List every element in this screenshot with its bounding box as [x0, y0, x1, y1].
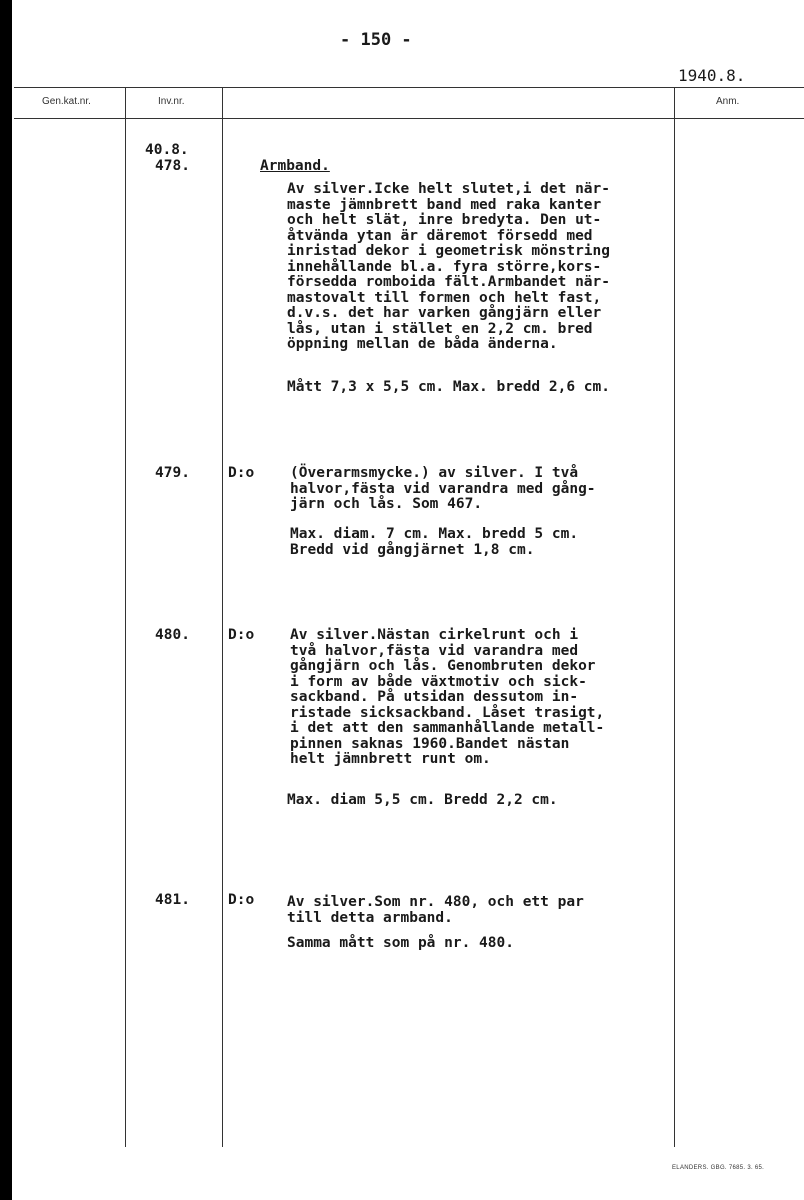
entry-479-ditto: D:o	[228, 465, 255, 481]
entry-480-ditto: D:o	[228, 627, 255, 643]
entry-478-title: Armband.	[260, 158, 330, 174]
description-line: i form av både växtmotiv och sick-	[290, 673, 587, 690]
entry-480-measurements	[287, 793, 558, 809]
page-number: - 150 -	[340, 30, 412, 50]
description-line: d.v.s. det har varken gångjärn eller	[287, 305, 602, 321]
measurement-line: Mått 7,3 x 5,5 cm. Max. bredd 2,6 cm.	[287, 379, 611, 395]
description-line: pinnen saknas 1960.Bandet nästan	[290, 735, 570, 752]
column-divider-text-anm	[674, 87, 675, 1147]
description-line: Av silver.Nästan cirkelrunt och i	[290, 627, 579, 643]
measurement-line: Samma mått som på nr. 480.	[287, 935, 514, 951]
description-line: ristade sicksackband. Låset trasigt,	[290, 704, 605, 721]
entry-479-inv-nr: 479.	[155, 465, 190, 481]
description-line: och helt slät, inre bredyta. Den ut-	[287, 212, 602, 228]
column-divider-inv-text	[222, 87, 223, 1147]
description-line: sackband. På utsidan dessutom in-	[290, 689, 579, 705]
column-header-gen-kat-nr: Gen.kat.nr.	[42, 96, 91, 107]
description-line: järn och lås. Som 467.	[290, 496, 483, 512]
description-line: lås, utan i stället en 2,2 cm. bred	[287, 320, 593, 337]
entry-480-inv-nr: 480.	[155, 627, 190, 643]
header-top-rule	[14, 87, 804, 88]
entry-481-description	[287, 895, 584, 926]
measurement-line: Bredd vid gångjärnet 1,8 cm.	[290, 541, 535, 558]
entry-478-description	[287, 182, 610, 353]
description-line: (Överarmsmycke.) av silver. I två	[290, 465, 579, 481]
description-line: halvor,fästa vid varandra med gång-	[290, 480, 596, 497]
binding-edge	[0, 0, 12, 1200]
description-line: helt jämnbrett runt om.	[290, 751, 491, 767]
description-line: inristad dekor i geometrisk mönstring	[287, 243, 611, 259]
description-line: öppning mellan de båda änderna.	[287, 336, 558, 352]
column-header-inv-nr: Inv.nr.	[158, 96, 185, 107]
header-bottom-rule	[14, 118, 804, 119]
year-label: 1940.8.	[678, 66, 746, 85]
entry-480-description	[290, 628, 604, 768]
measurement-line: Max. diam 5,5 cm. Bredd 2,2 cm.	[287, 792, 558, 808]
entry-481-measurements	[287, 936, 514, 952]
description-line: åtvända ytan är däremot försedd med	[287, 227, 593, 244]
description-line: Av silver.Som nr. 480, och ett par	[287, 894, 584, 910]
description-line: två halvor,fästa vid varandra med	[290, 642, 579, 659]
description-line: försedda romboida fält.Armbandet när-	[287, 274, 611, 290]
column-divider-gen-inv	[125, 87, 126, 1147]
entry-481-ditto: D:o	[228, 892, 255, 908]
entry-478-inv-nr: 478.	[155, 158, 190, 174]
entry-478-measurements	[287, 380, 610, 396]
entry-478-inv-prefix: 40.8.	[145, 142, 189, 158]
entry-479-measurements	[290, 527, 578, 558]
entry-481-inv-nr: 481.	[155, 892, 190, 908]
description-line: gångjärn och lås. Genombruten dekor	[290, 658, 596, 674]
description-line: i det att den sammanhållande metall-	[290, 720, 605, 736]
description-line: mastovalt till formen och helt fast,	[287, 289, 602, 306]
measurement-line: Max. diam. 7 cm. Max. bredd 5 cm.	[290, 526, 579, 542]
description-line: Av silver.Icke helt slutet,i det när-	[287, 181, 611, 197]
column-header-anm: Anm.	[716, 96, 740, 107]
printer-mark: ELANDERS. GBG. 7685. 3. 65.	[672, 1165, 765, 1171]
description-line: innehållande bl.a. fyra större,kors-	[287, 258, 602, 275]
description-line: till detta armband.	[287, 909, 453, 926]
description-line: maste jämnbrett band med raka kanter	[287, 196, 602, 213]
entry-479-description	[290, 466, 596, 513]
